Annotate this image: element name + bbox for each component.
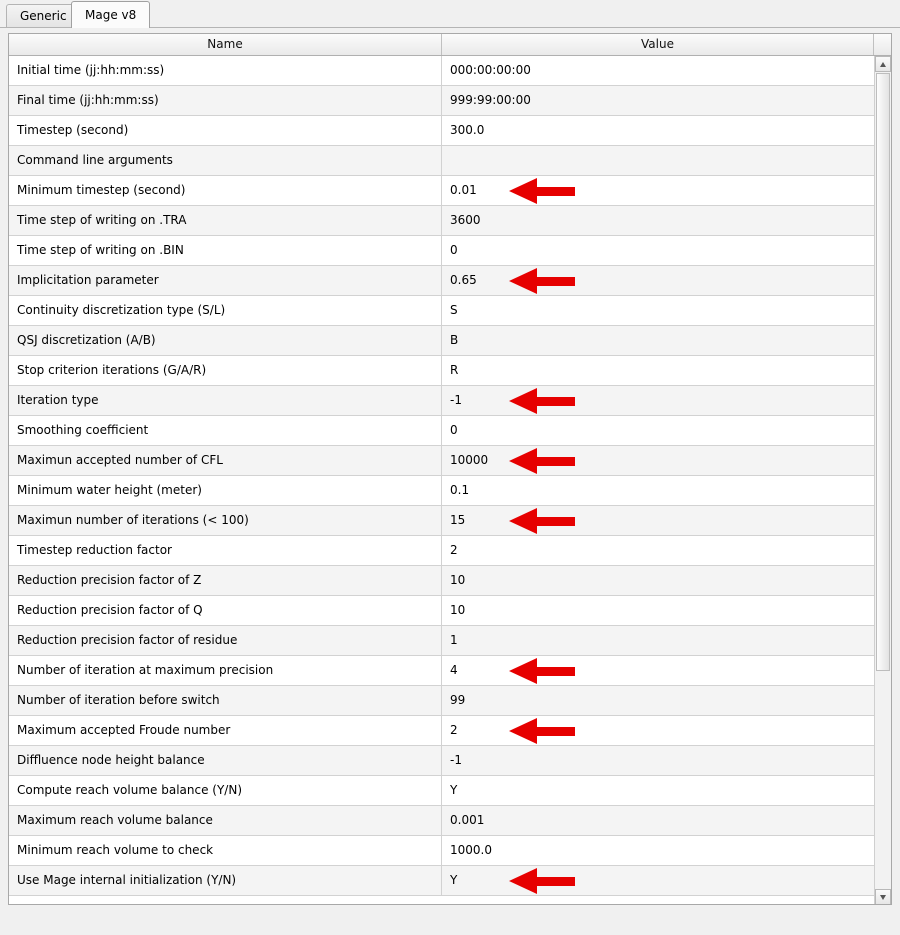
cell-parameter-name: Number of iteration before switch bbox=[9, 686, 442, 715]
cell-parameter-name: Minimum reach volume to check bbox=[9, 836, 442, 865]
cell-parameter-value[interactable]: -1 bbox=[450, 753, 462, 767]
cell-parameter-name: Maximum reach volume balance bbox=[9, 806, 442, 835]
table-row[interactable] bbox=[9, 296, 874, 326]
scroll-up-button[interactable] bbox=[875, 56, 891, 72]
cell-parameter-name: Minimum timestep (second) bbox=[9, 176, 442, 205]
table-row[interactable] bbox=[9, 836, 874, 866]
cell-parameter-value[interactable]: 15 bbox=[450, 513, 466, 527]
cell-parameter-name: Final time (jj:hh:mm:ss) bbox=[9, 86, 442, 115]
table-row[interactable] bbox=[9, 686, 874, 716]
table-row[interactable] bbox=[9, 56, 874, 86]
cell-parameter-value[interactable]: -1 bbox=[450, 393, 462, 407]
cell-parameter-value[interactable]: Y bbox=[450, 873, 458, 887]
cell-parameter-name: Reduction precision factor of Z bbox=[9, 566, 442, 595]
triangle-up-icon bbox=[880, 62, 886, 67]
cell-parameter-name: Number of iteration at maximum precision bbox=[9, 656, 442, 685]
table-row[interactable] bbox=[9, 386, 874, 416]
table-row[interactable] bbox=[9, 776, 874, 806]
vertical-scrollbar[interactable] bbox=[874, 56, 891, 905]
cell-parameter-value[interactable]: 4 bbox=[450, 663, 458, 677]
cell-parameter-value[interactable]: 2 bbox=[450, 723, 458, 737]
cell-parameter-name: Time step of writing on .TRA bbox=[9, 206, 442, 235]
table-row[interactable] bbox=[9, 266, 874, 296]
table-row[interactable] bbox=[9, 746, 874, 776]
cell-parameter-value[interactable]: 3600 bbox=[450, 213, 481, 227]
table-body-viewport bbox=[9, 56, 891, 905]
cell-parameter-value[interactable]: 300.0 bbox=[450, 123, 485, 137]
table-row[interactable] bbox=[9, 176, 874, 206]
table-row[interactable] bbox=[9, 416, 874, 446]
cell-parameter-name: QSJ discretization (A/B) bbox=[9, 326, 442, 355]
table-header-row bbox=[9, 34, 891, 56]
cell-parameter-value[interactable]: 0.01 bbox=[450, 183, 477, 197]
table-row[interactable] bbox=[9, 566, 874, 596]
tab-generic-label: Generic bbox=[20, 9, 67, 23]
table-row[interactable] bbox=[9, 506, 874, 536]
cell-parameter-name: Continuity discretization type (S/L) bbox=[9, 296, 442, 325]
cell-parameter-value[interactable]: 10 bbox=[450, 573, 466, 587]
table-row[interactable] bbox=[9, 536, 874, 566]
cell-parameter-name: Smoothing coefficient bbox=[9, 416, 442, 445]
cell-parameter-name: Reduction precision factor of residue bbox=[9, 626, 442, 655]
cell-parameter-name: Maximum accepted Froude number bbox=[9, 716, 442, 745]
cell-parameter-value[interactable]: 0.65 bbox=[450, 273, 477, 287]
table-row[interactable] bbox=[9, 806, 874, 836]
cell-parameter-name: Time step of writing on .BIN bbox=[9, 236, 442, 265]
cell-parameter-name: Implicitation parameter bbox=[9, 266, 442, 295]
table-body bbox=[9, 56, 874, 896]
tab-bar bbox=[0, 0, 900, 28]
scroll-down-button[interactable] bbox=[875, 889, 891, 905]
cell-parameter-name: Diffluence node height balance bbox=[9, 746, 442, 775]
column-header-value[interactable]: Value bbox=[442, 34, 874, 55]
table-row[interactable] bbox=[9, 446, 874, 476]
table-row[interactable] bbox=[9, 656, 874, 686]
table-row[interactable] bbox=[9, 146, 874, 176]
cell-parameter-value[interactable]: 99 bbox=[450, 693, 466, 707]
scrollbar-thumb[interactable] bbox=[876, 73, 890, 671]
cell-parameter-name: Minimum water height (meter) bbox=[9, 476, 442, 505]
tab-mage-v8[interactable] bbox=[71, 1, 150, 28]
table-row[interactable] bbox=[9, 116, 874, 146]
cell-parameter-value[interactable]: R bbox=[450, 363, 459, 377]
cell-parameter-name: Timestep reduction factor bbox=[9, 536, 442, 565]
tab-mage-v8-label: Mage v8 bbox=[85, 8, 137, 22]
table-row[interactable] bbox=[9, 866, 874, 896]
cell-parameter-value[interactable]: 1000.0 bbox=[450, 843, 492, 857]
tab-generic[interactable] bbox=[6, 4, 81, 27]
cell-parameter-value[interactable]: B bbox=[450, 333, 459, 347]
cell-parameter-value[interactable]: 10 bbox=[450, 603, 466, 617]
table-row[interactable] bbox=[9, 716, 874, 746]
cell-parameter-name: Stop criterion iterations (G/A/R) bbox=[9, 356, 442, 385]
cell-parameter-name: Maximun accepted number of CFL bbox=[9, 446, 442, 475]
table-row[interactable] bbox=[9, 206, 874, 236]
cell-parameter-name: Maximun number of iterations (< 100) bbox=[9, 506, 442, 535]
table-row[interactable] bbox=[9, 86, 874, 116]
cell-parameter-value[interactable]: 000:00:00:00 bbox=[450, 63, 531, 77]
cell-parameter-value[interactable]: 1 bbox=[450, 633, 458, 647]
cell-parameter-name: Iteration type bbox=[9, 386, 442, 415]
table-header-corner bbox=[874, 34, 891, 55]
parameter-table-panel bbox=[8, 33, 892, 905]
cell-parameter-value[interactable]: 2 bbox=[450, 543, 458, 557]
table-row[interactable] bbox=[9, 356, 874, 386]
cell-parameter-name: Command line arguments bbox=[9, 146, 442, 175]
table-row[interactable] bbox=[9, 236, 874, 266]
table-row[interactable] bbox=[9, 476, 874, 506]
table-row[interactable] bbox=[9, 326, 874, 356]
cell-parameter-value[interactable] bbox=[442, 146, 874, 175]
cell-parameter-value[interactable]: 0 bbox=[450, 423, 458, 437]
cell-parameter-value[interactable]: 10000 bbox=[450, 453, 489, 467]
cell-parameter-name: Compute reach volume balance (Y/N) bbox=[9, 776, 442, 805]
column-header-name[interactable]: Name bbox=[9, 34, 442, 55]
cell-parameter-name: Timestep (second) bbox=[9, 116, 442, 145]
cell-parameter-value[interactable]: 0.1 bbox=[450, 483, 470, 497]
cell-parameter-value[interactable]: Y bbox=[450, 783, 458, 797]
cell-parameter-value[interactable]: 999:99:00:00 bbox=[450, 93, 531, 107]
triangle-down-icon bbox=[880, 895, 886, 900]
cell-parameter-value[interactable]: 0 bbox=[450, 243, 458, 257]
table-row[interactable] bbox=[9, 596, 874, 626]
cell-parameter-name: Initial time (jj:hh:mm:ss) bbox=[9, 56, 442, 85]
table-row[interactable] bbox=[9, 626, 874, 656]
cell-parameter-name: Reduction precision factor of Q bbox=[9, 596, 442, 625]
cell-parameter-value[interactable]: S bbox=[450, 303, 458, 317]
cell-parameter-value[interactable]: 0.001 bbox=[450, 813, 485, 827]
cell-parameter-name: Use Mage internal initialization (Y/N) bbox=[9, 866, 442, 895]
